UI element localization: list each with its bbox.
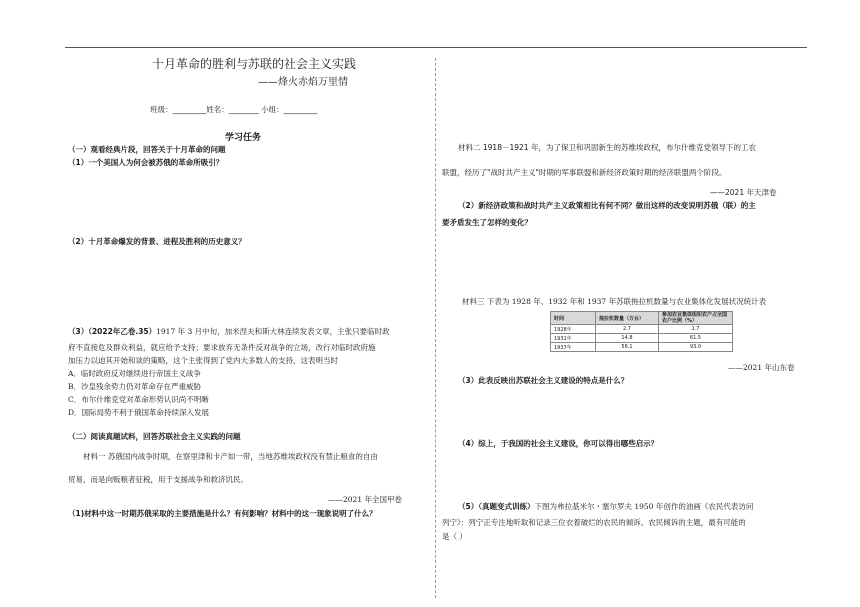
part1-heading: （一）观看经典片段，回答关于十月革命的问题 — [68, 145, 226, 154]
material2-line2: 联盟，经历了"战时共产主义"时期的军事联盟和新经济政策时期的经济联盟两个阶段。 — [442, 168, 727, 177]
table-cell: 1.7 — [659, 325, 733, 334]
top-rule — [65, 47, 807, 48]
table-row — [551, 343, 733, 352]
part2-heading: （二）阅读真题试料，回答苏联社会主义实践的问题 — [68, 432, 241, 441]
table-cell: 2.7 — [596, 325, 659, 334]
question-3-label: （3）（2022年乙卷.35） — [68, 327, 157, 336]
material3-intro: 材料三 下表为 1928 年、1932 年和 1937 年苏联拖拉机数量与农业集体化发展状况统计表 — [462, 297, 767, 306]
table-header: 时间 — [551, 312, 596, 325]
table-row — [551, 325, 733, 334]
page-subtitle: ——烽火赤焰万里情 — [258, 77, 348, 88]
option-b: B．沙皇残余势力仍对革命存在严重威胁 — [68, 382, 202, 391]
table-cell: 1931年 — [551, 334, 596, 343]
material2-line1: 材料二 1918－1921 年，为了保卫和巩固新生的苏维埃政权，布尔什维克党领导下的工农 — [458, 143, 756, 152]
material3-source: ——2021 年山东卷 — [728, 363, 795, 372]
table-cell: 56.1 — [596, 343, 659, 352]
material1-line1: 材料一 苏俄国内战争时期，在察里津和卡产如一带，当地苏维埃政权没有禁止粮食的自由 — [83, 452, 378, 461]
option-c: C．布尔什维克党对革命形势认识尚不明晰 — [68, 395, 209, 404]
right-question-3: （3）此表反映出苏联社会主义建设的特点是什么？ — [458, 376, 629, 385]
student-info-fields: 班级：_________姓名：________ 小组：_________ — [150, 105, 318, 114]
table-cell: 14.8 — [596, 334, 659, 343]
question-2: （2）十月革命爆发的背景、进程及胜利的历史意义？ — [68, 237, 246, 246]
material1-line2: 贸易，而是向贩粮者征税，用于支援战争和救济饥民。 — [68, 475, 248, 484]
material1-question: （1)材料中这一时期苏俄采取的主要措施是什么？有何影响？材料中的这一现象说明了什么？ — [68, 509, 377, 518]
question-3-text: 1917 年 3 月中旬，加米涅夫和斯大林连续发表文章，主张只要临时政 — [156, 327, 390, 336]
right-question-5-line2: 列宁》：列宁正专注地听取和记录三位衣着破烂的农民的倾诉。农民倾诉的主题，最有可能的 — [442, 518, 746, 527]
material2-source: ——2021 年天津卷 — [710, 188, 777, 197]
table-cell: 1928年 — [551, 325, 596, 334]
material1-source: ——2021 年全国甲卷 — [328, 495, 402, 504]
table-header: 拖拉机数量（万台） — [596, 312, 659, 325]
question-5-text: 下图为弗拉基米尔・塞尔罗夫 1950 年创作的油画《农民代表访问 — [534, 502, 754, 511]
page-title: 十月革命的胜利与苏联的社会主义实践 — [152, 57, 357, 71]
question-1: （1）一个美国人为何会被苏俄的革命所吸引？ — [68, 158, 224, 167]
section-title: 学习任务 — [225, 133, 262, 143]
right-question-5-line1 — [458, 501, 753, 512]
table-row — [551, 334, 733, 343]
right-question-4: （4）综上，于我国的社会主义建设，你可以得出哪些启示？ — [458, 439, 659, 448]
column-divider — [435, 58, 436, 598]
option-a: A．临时政府反对继续进行帝国主义战争 — [68, 369, 201, 378]
option-d: D．国际局势不利于俄国革命持续深入发展 — [68, 408, 210, 417]
right-question-2-line1: （2）新经济政策和战时共产主义政策相比有何不同？做出这样的改变说明苏俄（联）的主 — [458, 201, 756, 210]
table-cell: 1937年 — [551, 343, 596, 352]
question-3-line2: 府不直接危及群众利益，就应给予支持；要求放弃无条件反对战争的立场，改行对临时政府施 — [68, 343, 376, 352]
tractor-statistics-table — [550, 311, 733, 352]
table-header-row — [551, 312, 733, 325]
right-question-5-line3: 是（ ） — [442, 532, 467, 541]
question-3-line3: 加压力以迫其开始和谈的策略，这个主张得到了党内大多数人的支持，这表明当时 — [68, 356, 338, 365]
right-question-2-line2: 要矛盾发生了怎样的变化？ — [442, 218, 532, 227]
question-5-label: （5）（真题变式训练） — [458, 502, 535, 511]
table-header: 参加农业集体组织农户占全国农户比例（%） — [659, 312, 733, 325]
table-cell: 61.5 — [659, 334, 733, 343]
question-3-line1 — [68, 326, 390, 337]
table-cell: 93.0 — [659, 343, 733, 352]
